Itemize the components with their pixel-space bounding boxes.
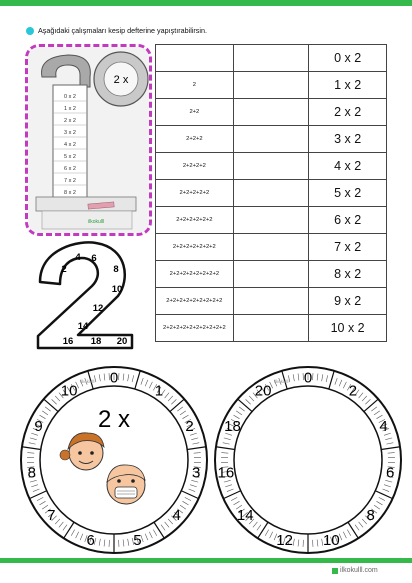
wheel-number: 0 [303,369,313,387]
wheel-number: 12 [276,532,293,550]
multiplication-cell: 2 x 2 [309,99,387,126]
instruction-text: Aşağıdaki çalışmaları kesip defterine yapıştırabilirsin. [38,26,207,35]
repeated-addition-cell: 2+2+2+2+2+2+2+2 [156,261,234,288]
big-two-number: 14 [77,321,89,332]
multiplication-cell: 5 x 2 [309,180,387,207]
multiplication-cell: 9 x 2 [309,288,387,315]
blank-answer-cell [233,315,309,342]
wheel-number: 3 [191,464,201,482]
strip-label: 0 x 2 [64,94,76,100]
wheel-right [210,365,406,555]
wheel-number: 6 [86,532,95,550]
multiplication-cell: 7 x 2 [309,234,387,261]
photo-watermark: ilkokulll [88,219,105,225]
repeated-addition-cell: 2+2+2+2+2 [156,180,234,207]
multiplication-cell: 4 x 2 [309,153,387,180]
table-row [156,261,387,288]
strip-label: 3 x 2 [64,130,76,136]
table-row [156,126,387,153]
bullet-dot-icon [26,27,34,35]
strip-label: 4 x 2 [64,142,76,148]
logo-square-icon [332,568,338,574]
strip-label: 1 x 2 [64,106,76,112]
multiplication-cell: 6 x 2 [309,207,387,234]
blank-answer-cell [233,72,309,99]
multiplication-table [155,44,387,342]
table-row [156,315,387,342]
wheel-number: 8 [366,506,375,524]
big-two-number: 12 [92,303,104,314]
wheel-number: 9 [34,418,43,436]
strip-label: 5 x 2 [64,154,76,160]
strip-label: 8 x 2 [64,190,76,196]
multiplication-cell: 10 x 2 [309,315,387,342]
big-two-number: 4 [75,252,81,263]
big-two-outline [38,242,132,348]
blank-answer-cell [233,126,309,153]
wheel-number: 4 [379,418,388,436]
craft-photo-illustration [28,47,149,233]
blank-answer-cell [233,288,309,315]
big-two-figure [30,240,145,355]
blank-answer-cell [233,261,309,288]
repeated-addition-cell: 2+2+2 [156,126,234,153]
repeated-addition-cell: 2+2 [156,99,234,126]
top-green-bar [0,0,412,6]
big-two-number: 2 [61,264,67,275]
blank-answer-cell [233,153,309,180]
wheel-number: 20 [254,382,272,400]
table-row [156,45,387,72]
blank-answer-cell [233,234,309,261]
wheel-number: 10 [323,532,340,550]
wheel-number: 7 [47,506,56,524]
big-two-number: 20 [116,336,128,347]
footer-logo-text: ilkokulll.com [340,567,378,574]
bottom-green-bar [0,558,412,563]
blank-answer-cell [233,207,309,234]
table-row [156,180,387,207]
wheel-number: 14 [236,506,254,524]
repeated-addition-cell [156,45,234,72]
craft-photo [25,44,152,236]
multiplication-cell: 0 x 2 [309,45,387,72]
wheel-left-center-label: 2 x [97,406,131,433]
repeated-addition-cell: 2+2+2+2+2+2 [156,207,234,234]
instruction [26,26,207,35]
photo-dial-label: 2 x [113,74,129,86]
wheel-number: 4 [172,506,181,524]
wheel-number: 2 [185,418,194,436]
big-two-number: 18 [90,336,102,347]
wheel-right-watermark: ilkokulll [274,379,289,384]
repeated-addition-cell: 2+2+2+2+2+2+2+2+2 [156,288,234,315]
table-row [156,99,387,126]
wheel-left [16,365,212,555]
big-two-number: 16 [62,336,74,347]
big-two-number: 10 [111,284,123,295]
strip-label: 6 x 2 [64,166,76,172]
wheel-left-watermark: ilkokulll [80,379,95,384]
wheel-number: 5 [133,532,142,550]
boy-face-icon [107,465,145,504]
wheel-number: 16 [217,464,235,482]
table-row [156,288,387,315]
wheel-number: 0 [109,369,119,387]
big-two-number: 8 [113,264,119,275]
strip-label: 2 x 2 [64,118,76,124]
repeated-addition-cell: 2+2+2+2 [156,153,234,180]
repeated-addition-cell: 2 [156,72,234,99]
repeated-addition-cell: 2+2+2+2+2+2+2 [156,234,234,261]
wheel-number: 1 [154,382,164,400]
table-row [156,234,387,261]
wheel-number: 10 [60,382,78,400]
blank-answer-cell [233,180,309,207]
footer-logo [332,567,378,574]
multiplication-cell: 3 x 2 [309,126,387,153]
table-row [156,207,387,234]
blank-answer-cell [233,45,309,72]
wheel-number: 8 [27,464,37,482]
big-two-number: 6 [91,253,97,264]
multiplication-cell: 8 x 2 [309,261,387,288]
table-row [156,72,387,99]
blank-answer-cell [233,99,309,126]
strip-label: 7 x 2 [64,178,76,184]
wheel-number: 18 [224,418,241,436]
wheel-number: 2 [348,382,358,400]
multiplication-cell: 1 x 2 [309,72,387,99]
repeated-addition-cell: 2+2+2+2+2+2+2+2+2+2 [156,315,234,342]
table-row [156,153,387,180]
wheel-number: 6 [385,464,395,482]
